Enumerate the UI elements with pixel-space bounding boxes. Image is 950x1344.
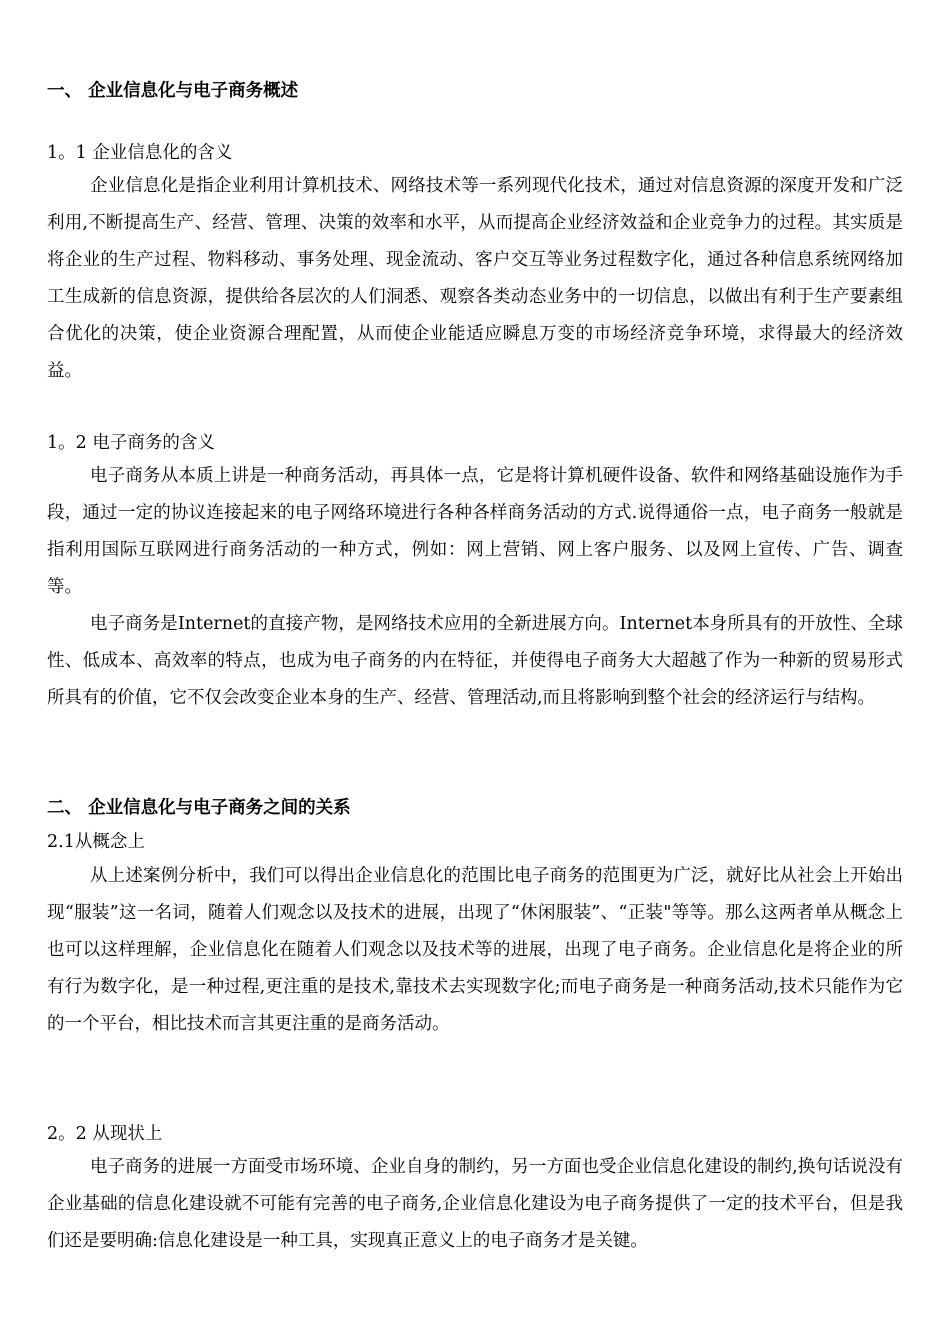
section-2-1-heading: 2.1从概念上: [47, 832, 145, 852]
section-2-2-heading: 2。2 从现状上: [47, 1124, 163, 1144]
section-1-2-paragraph-2: 电子商务是Internet的直接产物，是网络技术应用的全新进展方向。Internet本身所具有的开放性、全球性、低成本、高效率的特点，也成为电子商务的内在特征，并使得电子商务大大超越了作为一种新的贸易形式所具有的价值，它不仅会改变企业本身的生产、经营、管理活动,而且将影响到整个社会的经济运行与结构。: [47, 614, 903, 708]
section-1-1-paragraph: 企业信息化是指企业利用计算机技术、网络技术等一系列现代化技术，通过对信息资源的深度开发和广泛利用,不断提高生产、经营、管理、决策的效率和水平，从而提高企业经济效益和企业竞争力的过程。其实质是将企业的生产过程、物料移动、事务处理、现金流动、客户交互等业务过程数字化，通过各种信息系统网络加工生成新的信息资源，提供给各层次的人们洞悉、观察各类动态业务中的一切信息，以做出有利于生产要素组合优化的决策，使企业资源合理配置，从而使企业能适应瞬息万变的市场经济竞争环境，求得最大的经济效益。: [47, 176, 903, 381]
section-1-2-heading: 1。2 电子商务的含义: [47, 433, 215, 453]
section-1-2-paragraph-1: 电子商务从本质上讲是一种商务活动，再具体一点，它是将计算机硬件设备、软件和网络基础设施作为手段，通过一定的协议连接起来的电子网络环境进行各种各样商务活动的方式.说得通俗一点，电子商务一般就是指利用国际互联网进行商务活动的一种方式，例如：网上营销、网上客户服务、以及网上宣传、广告、调查等。: [47, 466, 903, 597]
section-2-2-paragraph: 电子商务的进展一方面受市场环境、企业自身的制约，另一方面也受企业信息化建设的制约,换句话说没有企业基础的信息化建设就不可能有完善的电子商务,企业信息化建设为电子商务提供了一定的技术平台，但是我们还是要明确:信息化建设是一种工具，实现真正意义上的电子商务才是关键。: [47, 1157, 903, 1251]
section-2-heading: 二、 企业信息化与电子商务之间的关系: [47, 798, 351, 818]
section-1-1-heading: 1。1 企业信息化的含义: [47, 143, 233, 163]
section-1-heading: 一、 企业信息化与电子商务概述: [47, 81, 299, 101]
section-2-1-paragraph: 从上述案例分析中，我们可以得出企业信息化的范围比电子商务的范围更为广泛，就好比从社会上开始出现“服装”这一名词，随着人们观念以及技术的进展，出现了“休闲服装”、“正装"等等。那么这两者单从概念上也可以这样理解，企业信息化在随着人们观念以及技术等的进展，出现了电子商务。企业信息化是将企业的所有行为数字化，是一种过程,更注重的是技术,靠技术去实现数字化;而电子商务是一种商务活动,技术只能作为它的一个平台，相比技术而言其更注重的是商务活动。: [47, 866, 903, 1034]
